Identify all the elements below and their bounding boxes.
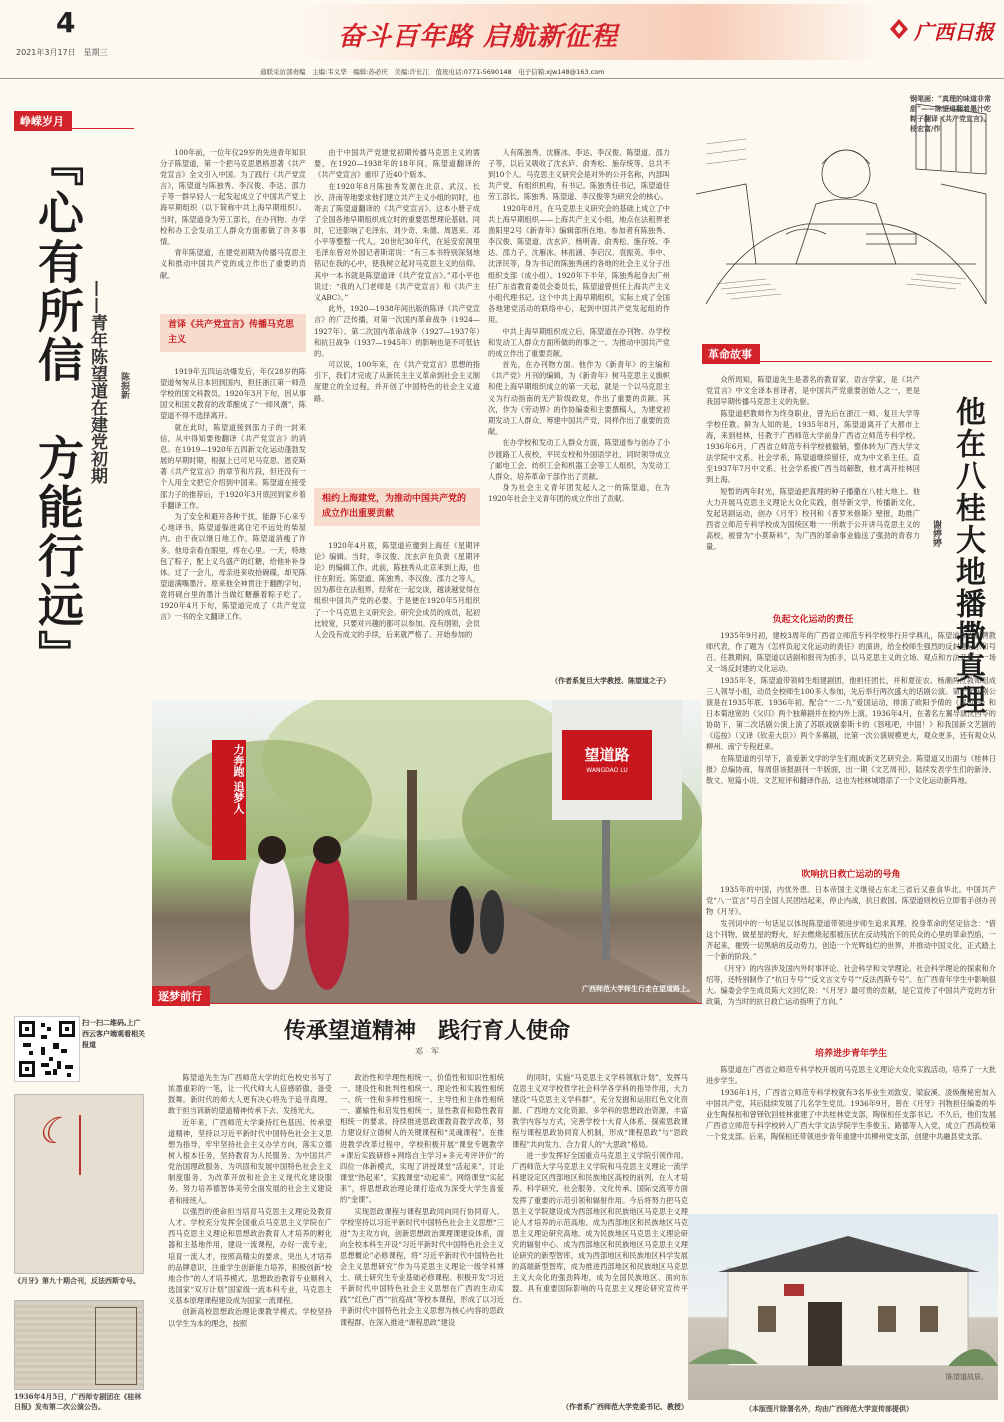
road-sign-name: 望道路 [584, 746, 630, 764]
paragraph: 短暂的两年时光，陈望道把真理的种子播撒在八桂大地上。他大力开展马克思主义理论大众化实践，倡导新文学，传播新文化，发起话剧运动，创办《月牙》校刊和《普罗米修斯》壁报，助推广西省立师范专科学校成为国统区唯一一所敢于公开讲马克思主义的高校，被誉为“小莫斯科”，为广西的革命事业输送了强劲的青春力量。 [706, 486, 920, 552]
yueya-caption: 《月牙》第九十期合刊，反法西斯专号。 [14, 1276, 140, 1285]
article1-title: 『心有所信 方能行远』 [31, 140, 85, 679]
building-photo [688, 1214, 998, 1400]
article1-author: 陈振新 [119, 372, 129, 399]
article1-col2b [314, 540, 480, 692]
qr-code-icon [15, 1017, 79, 1081]
paragraph: 100年前，一位年仅29岁的先进青年知识分子陈望道，第一个把马克思恩格思著《共产党宣言》全文引入中国。为了践行《共产党宣言》，陈望道与陈独秀、李汉俊、李达、邵力子等一群早轻人一起发起成立了中国共产党上海早期组织（以下简称中共上海早期组织）。当时，陈望道身为劳工部长，在办刊物、办学校和办工会发动工人群众方面都做了许多事情。 [160, 148, 306, 246]
newspaper-notice-photo [14, 1300, 144, 1390]
road-sign-pinyin: WANGDAO LU [586, 767, 628, 774]
paragraph: 实现思政课程与课程思政同向同行协同育人。学校坚持以习近平新时代中国特色社会主义思想“三进”为主攻方向，创新思想政治课理课建设体系，面向全校本科生开设“习近平新时代中国特色社会主义思想概论”必修课程，将“习近平新时代中国特色社会主义思想研究”作为马克思主义理论一级学科博士、硕士研究生专业基础必修课程。积极开发“习近平新时代中国特色社会主义思想在广西的生动实践”“红色广西”“抗疫战”等校本课程，形成了以习近平新时代中国特色社会主义思想为核心内容的思政课程群。在深入推进“课程思政”建设 [340, 1206, 504, 1327]
article2-subhead-1: 负起文化运动的责任 [772, 615, 854, 625]
masthead-logo [888, 14, 998, 46]
footer-credit: （本版图片除署名外，均由广西师范大学宣传部提供） [745, 1404, 913, 1413]
page-number: 4 [56, 6, 76, 39]
notice-caption: 1936年4月5日，广西师专剧团在《桂林日报》发布第二次公演公告。 [14, 1392, 142, 1411]
paragraph: 青年陈望道，在建党初期为传播马克思主义和推动中国共产党的成立作出了重要的贡献。 [160, 248, 306, 280]
section-tag-2: 革命故事 [702, 344, 760, 364]
article1-author-note: （作者系复旦大学教授、陈望道之子） [551, 677, 670, 685]
paragraph: 为了安全和避开各种干扰，能静下心来专心地译书，陈望道躲进离住宅不远处的柴屋内。由于夜以继日地工作，陈望道消瘦了许多。他母亲看在眼里，疼在心里。一天，特地包了粽子，配上义乌盛产的红糖，给他补补身体。过了一会儿，母亲进来收拾碗碟，却见陈望道满嘴墨汁。原来他全神贯注于翻酌字句，竟将砚台里的墨汁当做红糖蘸着粽子吃了。1920年4月下旬，陈望道完成了《共产党宣言》一书的全文翻译工作。 [160, 512, 306, 622]
article1-subtitle: ——青年陈望道在建党初期 [87, 280, 107, 484]
paragraph: 1935年的中国，内忧外患。日本帝国主义继侵占东北三省后又蚕食华北。中国共产党“八一宣言”号召全国人民团结起来，停止内战，抗日救国。陈望道则校后立即着手创办刊物《月牙》。 [706, 885, 996, 917]
road-sign [562, 730, 652, 800]
section-tag-rule-1 [14, 128, 134, 129]
banner-title: 奋斗百年路 启航新征程 [338, 22, 619, 52]
paragraph: 就在此时，陈望道接到邵力子的一封来信，从中得知要他翻译《共产党宣言》的消息。在1919—1920年五四新文化运动蓬勃发展的早期时期，根据上已可见马克思、恩克斯著《共产党宣言》的章节和片段，但还没有一个人用全文把它介绍到中国来。陈望道在接受邵力子的推荐后，于1920年3月底回到家乡着手翻译工作。 [160, 422, 306, 510]
paragraph: 《月牙》的内容涉及国内外时事评论、社会科学和文学理论、社会科学理论的探索和介绍等，还特别制作了“抗日专号”“反文言文专号”“反法西斯专号”。在广西青年学生中影响很大。编委会学生成员陈大文回忆说：“《月牙》最可贵的贡献，是它宣传了中国共产党的方针政策，为当时的抗日救亡运动指明了方向。” [706, 963, 996, 1006]
paragraph: 1920年8月，在马克思主义研究会的基础上成立了中共上海早期组织——上海共产主义小组，地点在法租界老渔阳里2号《新青年》编辑部所在地。参加者有陈独秀、李汉俊、陈望道、沈玄庐、杨明斋、俞秀松、施存统、李达、邵力子、沈雁冰、林祖涵、李启汉、袁振英、李中、沈泽民等，身为书记的陈独秀函约各地的社会主义分子出组织支部（成小组）。1920年下半年，陈独秀起身去广州任广东省教育委员会委员长，陈望道曾担任上海共产主义小组代理书记。这个中共上海早期组织，实际上成了全国各地建党活动的联络中心，起到中国共产党发起组的作用。 [488, 203, 670, 324]
paragraph: 的同时，实施“马克思主义学科领航计划”，发挥马克思主义对学校哲学社会科学各学科的指导作用，大力建设“马克思主义学科群”，充分发掘和运用红色文化资源、广西地方文化资源、多学科的思想政治资源，丰富教学内容与方式，完善学校十大育人体系，探索思政课程与课程思政协同育人机制，形成“课程思政”与“思政课程”共向发力、合力育人的“大思政”格局。 [512, 1073, 688, 1149]
header-credits: 通联采访部责编 主编:韦义华 编辑:苏必庆 美编:许长江 值班电话:0771-5690148 电子信箱:xjw148@163.com [260, 68, 605, 76]
paragraph: 在1920年8月陈独秀发源在北京、武汉、长沙、济南等地要求他们建立共产主义小组的同时，也寄去了陈望道翻译的《共产党宣言》。这本小册子成了全国各地早期组织成立时的重要思想理论基础。同时，它还影响了毛泽东、刘少奇、朱德、周恩来、邓小平等整整一代人。20世纪30年代，在延安窑洞里毛泽东曾对外国记者斯诺说：“有三本书特别深刻地铭记在我的心中，使我树立起对马克思主义的信仰。其中一本书就是陈望道译《共产党宣言》。”邓小平也说过：“我的入门老师是《共产党宣言》和《共产主义ABC》。” [314, 181, 480, 302]
paragraph: 由于中国共产党建党初期传播马克思主义的需要，在1920—1938年的18年间，陈望道翻译的《共产党宣言》重印了近40个版本。 [314, 148, 480, 180]
paragraph: 众所周知，陈望道先生是著名的教育家、语言学家，是《共产党宣言》中文全译本首译者，是中国共产党重要创始人之一，更是我国早期传播马克思主义的先驱。 [706, 375, 920, 407]
paragraph: 中共上海早期组织成立后，陈望道在办刊物、办学校和发动工人群众方面所做的的事之一。为推动中国共产党的成立作出了重要贡献。 [488, 326, 670, 358]
section-tag-rule-3 [152, 1003, 702, 1004]
paragraph: 以强烈的使命担当培育马克思主义理论及教育人才。学校充分发挥全国重点马克思主义学院在广西马克思主义理论和思想政治教育人才培养的孵化器和主基地作用，建设一流课程，办好一流专业，培育一流人才，按照高精尖的要求，突出人才培养的品牌意识，注重学生创新能力培养，积极创新“校地合作”的人才培养模式。思想政治教育专业顺利入选国家“双万计划”国家级一流本科专业，马克思主义基本原理课程建设成为国家一流课程。 [168, 1207, 332, 1305]
paragraph: 1935年9月初，建校3周年的广西省立师范专科学校举行开学典礼，陈望道作为新聘教师代表，作了题为《怎样负起文化运动的责任》的演讲，给全校师生强烈的反封建启示和号召。任教期间，陈望道以话剧和报刊为抓手，以马克思主义的立场、观点和方法开展了一场又一场反封建的文化运动。 [706, 631, 996, 674]
paragraph: 陈望道在广西省立师范专科学校开展的马克思主义理论大众化实践活动，培养了一大批进步学生。 [706, 1065, 996, 1086]
building-caption: 陈望道故居。 [946, 1373, 988, 1381]
article1-col1b [160, 366, 306, 692]
article2-title: 他在八桂大地播撒真理 [950, 396, 985, 716]
paragraph: 陈望道先生为广西师范大学的红色校史书写了浓墨重彩的一笔，让一代代师大人倍感骄傲、备受鼓舞。新时代的师大人更有决心将先于追寻真理、敢于担当训新的望道精神传承下去、发扬光大。 [168, 1073, 332, 1116]
article1-col3 [488, 147, 670, 671]
section-tag-rule-2 [702, 361, 992, 362]
section-tag-1: 峥嵘岁月 [14, 111, 72, 131]
article2-body1 [706, 630, 996, 850]
article1-subhead-2: 相约上海建党，为推动中国共产党的成立作出重要贡献 [314, 488, 480, 526]
article1-subhead-1: 首译《共产党宣言》传播马克思主义 [160, 314, 306, 352]
article3-col2 [340, 1072, 504, 1412]
paragraph: 1919年五四运动爆发后，年仅28岁的陈望道匆匆从日本回到国内，担任浙江第一师范学校的国文科教员。1920年3月下旬，因从事国文和国文教育的改革酿成了“一师风潮”，陈望道不得不选择离开。 [160, 367, 306, 421]
article2-subhead-2: 吹响抗日救亡运动的号角 [801, 870, 901, 880]
article2-intro [706, 374, 920, 622]
article2-body2 [706, 884, 996, 1034]
article2-author: 谢婷婷 [931, 520, 941, 547]
article3-title: 传承望道精神 践行育人使命 [283, 1018, 570, 1044]
article2-body3 [706, 1064, 996, 1180]
paragraph: 在办学校和发动工人群众方面，陈望道参与创办了小沙渡路工人夜校，平民女校和外国语学社，同时领导成立了邮电工会、纺织工会和机器工会等工人组织，为发动工人群众、培养革命干部作出了贡献。 [488, 438, 670, 481]
section-tag-3: 逐梦前行 [152, 986, 210, 1006]
paragraph: 进一步发挥好全国重点马克思主义学院引领作用。广西师范大学马克思主义学院和马克思主义理论一流学科建设定区西部地区和民族地区高校的前列，在人才培养、科学研究、社会服务、文化传承、国际交流等方面发挥了重要的示范引领和辐射作用。今后将努力把马克思主义学院建设成为西部地区和民族地区马克思主义理论人才培养的示范高地、成为西部地区和民族地区马克思主义理论研究高地、成为民族地区马克思主义理论研究的辐射中心、成为西部地区和民族地区马克思主义理论研究的新型智库，成为西部地区和民族地区科学发展的高端新型智库，成为推进西部地区和民族地区马克思主义大众化的强劲阵地，成为全国民族地区、面向东盟、具有重要国际影响的马克思主义理论研究宣传平台。 [512, 1151, 688, 1305]
photo-banner-text: 力奔跑 追梦人 [232, 744, 245, 814]
paragraph: 创新高校思想政治理论课教学模式。学校坚持以学生为本的理念，按照 [168, 1307, 332, 1328]
article3-col3 [512, 1072, 688, 1398]
paragraph: 陈望道把教师作为终身职业，曾先后在浙江一师、复旦大学等学校任教。鲜为人知的是，1935年8月，陈望道离开了大都市上海，来到桂林，任教于广西师范大学前身广西省立师范专科学校。1936年6月，广西省立师范专科学校被撤销，整体转为广西大学文法学院中文系、社会学系，陈望道继续留任，成为中文系主任。直至1937年7月中文系、社会学系被广西当局解散，他才离开桂林回到上海。 [706, 408, 920, 485]
paragraph: 政治性和学理性相统一、价值性和知识性相统一、建设性和批判性相统一、理论性和实践性相统一、统一性和多样性相统一、主导性和主体性相统一、灌输性和启发性相统一、显性教育和隐性教育相统一的要求，持续推进思政课教育教学改革，努力建设好立德树人的关键课程和“灵魂课程”。在推进教学改革过程中，学校积极开展“课堂专题教学+课后实践研修+网络自主学习+多元考评评价”的四位一体新模式，实现了讲授课堂“活起来”，讨论课堂“热起来”，实践课堂“动起来”。网络课堂“实起来”，将思想政治理论课打造成为深受大学生喜爱的“金课”。 [340, 1073, 504, 1205]
article2-subhead-3: 培养进步青年学生 [814, 1049, 887, 1059]
magazine-cover-art: ☾ [37, 1111, 70, 1152]
paragraph: 1936年1月，广西省立师范专科学校就有3名毕业生刘敦安、梁寂溪、凌焕衡秘密加入中国共产党，其后陆续发展了几名学生党员。1936年9月，曾在《月牙》刊物担任编委的毕业生陶保桓和曾铎钦回桂林重建了中共桂林党支部，陶保桓任支部书记。不久后，他们发展广西省立师范专科学校转入广西大学文法学院学生李俊玉、路德等人入党，成立广西高校第一个党支部。后来，陶保桓还带领进步青年重建中共柳州党支部，创建中共融县党支部。 [706, 1087, 996, 1142]
main-photo-caption: 广西师范大学师生行走在望道路上。 [582, 984, 694, 993]
paragraph: 1935年冬，陈望道带领师生组建剧团，他担任团长，并和夏征农、杨潮两位教师组成三人领导小组，动员全校师生100多人参加，先后举行两次盛大的话剧公演。第一次话剧公演是在1935年底、1936年初，配合“一二·九”爱国运动，排演了欧阳予倩的《屏风后》和日本菊池宽的《父归》两个独幕剧并在校内外上演。1936年4月，在著名左翼导演沈西苓的协助下，第二次话剧公演上演了苏联戏剧泰斯卡的《怒吼吧，中国！》和我国新文艺剧的《巡按》（又译《钦差大臣》）两个多幕剧，比第一次公演规模更大，观众更多，还有观众从柳州、南宁专程赶来。 [706, 675, 996, 752]
magazine-cover-line [79, 1115, 121, 1175]
article3-author-note: （作者系广西师范大学党委书记、教授） [562, 1403, 688, 1411]
notice-box [95, 1307, 137, 1385]
page-header [0, 0, 1004, 76]
paragraph: 1920年4月底，陈望道应邀到上海任《星期评论》编辑。当时，李汉俊、沈玄庐在负责《星期评论》的编辑工作。此前，陈独秀从北京来到上海，也住在附近。陈望道、陈独秀、李汉俊、邵力之等人，因为都住在法租界，经常在一起交谈，越谈越觉得在组织中国共产党的必要。于是便在1920年5月组织了一个马克思主义研究会。研究会成员的成员，起初比较宽，只要对兴趣的都可以参加。没有纲领，会员人会没有成文的手续，后来就严格了。开始参加的 [314, 541, 480, 639]
qr-text: 扫一扫二维码,上广西云客户端观看相关报道 [82, 1019, 145, 1049]
article1-col2 [314, 147, 480, 477]
main-photo [152, 700, 702, 1004]
paragraph: 在陈望道的引导下，喜爱新文学的学生们组成新文艺研究会。陈望道又出面与《桂林日报》总编协商，每周借该报副刊一半版面，出一期《文艺周刊》，陆续发表学生们的新诗、散文、短篇小说、文艺短评和翻译作品，这也为桂林城增添了一个文化运动新阵地。 [706, 754, 996, 786]
article3-col1 [168, 1072, 332, 1412]
woodcut-caption: 钢笔画：“真理的味道非常甜”——陈望道翻着墨汁吃粽子翻译《共产党宣言》。 杨宏富/作 [910, 94, 994, 133]
header-rule [0, 78, 1004, 79]
qr-code[interactable] [14, 1016, 80, 1082]
article3-author: 邓 军 [415, 1047, 439, 1056]
masthead-text: 广西日报 [914, 20, 994, 44]
paragraph: 可以说，100年来，在《共产党宣言》思想的指引下，我们才完成了从新民主主义革命到社会主义制度建立的全过程，并开创了中国特色的社会主义道路。 [314, 360, 480, 403]
paragraph: 身为社会主义青年团发起人之一的陈望道，在为1920年社会主义青年团的成立作出了贡献。 [488, 483, 670, 504]
woodcut-illustration [686, 84, 998, 328]
logo-mark-icon [888, 18, 910, 40]
paragraph: 近年来，广西师范大学秉持红色基因、传承望道精神，坚持以习近平新时代中国特色社会主义思想为指导，牢牢坚持社会主义办学方向，落实立德树人根本任务，坚持教育为人民服务、为中国共产党治国理政服务、为巩固和发展中国特色社会主义制度服务、为改革开放和社会主义现代化建设服务。努力培养德智体美劳全面发展的社会主义建设者和接班人。 [168, 1117, 332, 1205]
paragraph: 此外，1920—1938年间出版的陈译《共产党宣言》的广泛传播，对第一次国内革命战争（1924—1927年）、第二次国内革命战争（1927—1937年）和抗日战争（1937—1945年）的影响也是不可低估的。 [314, 304, 480, 358]
paragraph: 人有陈独秀、沈雁冰、李达、李汉俊、陈望道、邵力子等，以后又吸收了沈玄庐、俞秀松、施存统等，总共不到10个人。马克思主义研究会是对外的公开名称，内部叫共产党，有组织机构，有书记。陈独秀任书记，陈望道任劳工部长。陈独秀、陈望道、李汉俊等为研究会的核心。 [488, 148, 670, 202]
issue-date: 2021年3月17日 星期三 [16, 48, 108, 57]
paragraph: 首先，在办刊物方面。他作为《新青年》的主编和《共产党》月刊的编辑，为《新青年》树马克思主义旗帜和使上海早期组织成立的第一天起，就是一个以马克思主义为行动指南的无产阶级政党，作出了重要的贡献。其次，作为《劳动界》的作协编委和主要撰稿人，为建党初期发动工人群众、筹建中国共产党，同样作出了重要的贡献。 [488, 360, 670, 436]
yueya-cover-photo [14, 1094, 144, 1274]
paragraph: 发刊词中的一句话足以体现陈望道带领进步师生追求真理、投身革命的坚定信念：“借这个刊物，做星星的野火，好去燃烧起那被压伏在反动残治下的民众的心里的革命烈焰，一齐起来，摧毁一切黑暗的反动势力，创造一个光辉灿烂的世界，并推动中国文化，正式踏上一个新的阶段。” [706, 918, 996, 962]
article1-col1 [160, 147, 306, 304]
